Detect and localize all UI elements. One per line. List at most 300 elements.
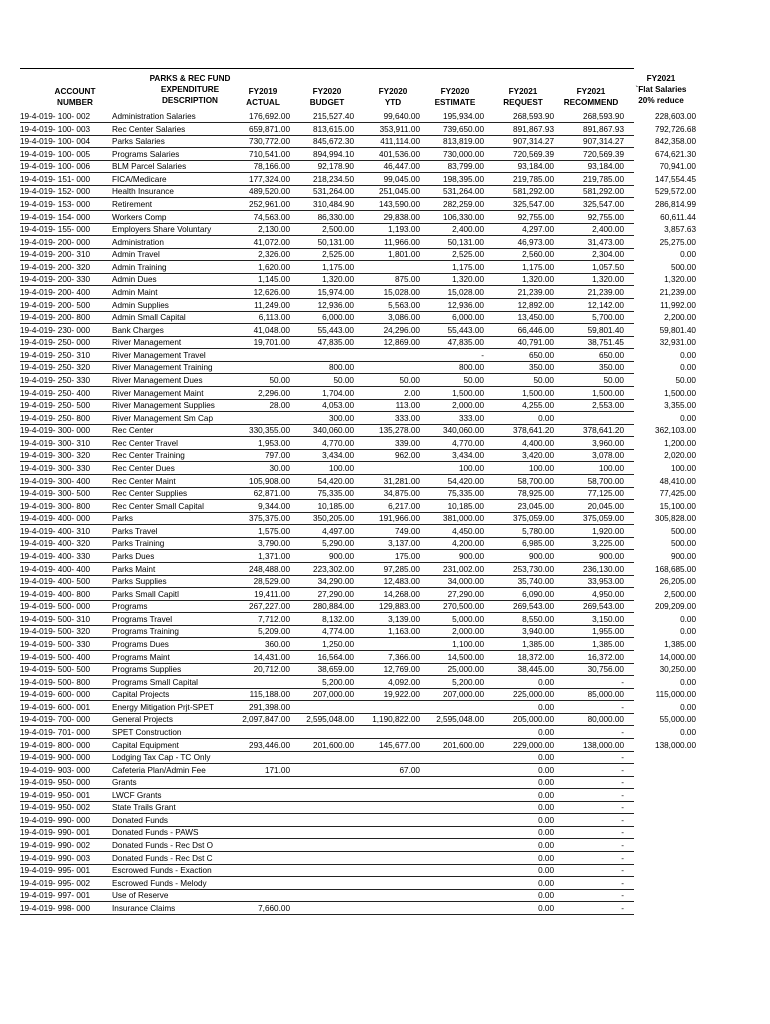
cell-fy2021-request: 0.00 xyxy=(538,828,554,838)
cell-fy2020-budget: 15,974.00 xyxy=(317,287,354,297)
cell-fy2020-ytd: 11,966.00 xyxy=(384,237,420,247)
cell-fy2021-request: 0.00 xyxy=(538,878,554,888)
cell-account-number: 19-4-019- 950- 001 xyxy=(20,790,91,800)
cell-description: Donated Funds - Rec Dst O xyxy=(112,841,214,851)
cell-account-number: 19-4-019- 200- 330 xyxy=(20,275,91,285)
cell-fy2019-actual: 360.00 xyxy=(264,639,290,649)
cell-fy2020-estimate: 381,000.00 xyxy=(443,514,484,524)
cell-fy2019-actual: 28,529.00 xyxy=(253,577,290,587)
cell-fy2021-flat-salaries: 2,200.00 xyxy=(664,313,696,323)
cell-fy2020-budget: 310,484.90 xyxy=(313,199,354,209)
cell-fy2020-ytd: 175.00 xyxy=(394,551,420,561)
cell-fy2021-recommend: 80,000.00 xyxy=(587,715,624,725)
cell-fy2020-budget: 5,200.00 xyxy=(322,677,354,687)
cell-fy2021-flat-salaries: 60,611.44 xyxy=(660,212,696,222)
cell-fy2020-ytd: 14,268.00 xyxy=(383,589,420,599)
cell-account-number: 19-4-019- 200- 320 xyxy=(20,262,91,272)
cell-account-number: 19-4-019- 300- 330 xyxy=(20,463,91,473)
cell-fy2020-budget: 215,527.40 xyxy=(313,112,354,121)
cell-fy2021-flat-salaries: 228,603.00 xyxy=(655,112,696,121)
cell-fy2020-estimate: 106,330.00 xyxy=(443,212,484,222)
cell-fy2021-recommend: 219,785.00 xyxy=(583,174,624,184)
cell-fy2020-ytd: 46,447.00 xyxy=(383,162,420,172)
cell-fy2021-request: 0.00 xyxy=(538,891,554,901)
cell-account-number: 19-4-019- 400- 320 xyxy=(20,539,91,549)
header-fy2021-recommend xyxy=(558,86,624,108)
cell-account-number: 19-4-019- 250- 500 xyxy=(20,401,91,411)
cell-fy2021-recommend: 2,304.00 xyxy=(592,250,624,260)
cell-fy2021-recommend: 2,553.00 xyxy=(592,401,624,411)
cell-fy2021-recommend: 269,543.00 xyxy=(583,602,624,612)
cell-account-number: 19-4-019- 995- 001 xyxy=(20,866,91,876)
cell-account-number: 19-4-019- 990- 001 xyxy=(20,828,91,838)
cell-description: Workers Comp xyxy=(112,212,167,222)
cell-account-number: 19-4-019- 995- 002 xyxy=(20,878,91,888)
cell-fy2020-estimate: 5,200.00 xyxy=(452,677,484,687)
cell-fy2021-recommend: 12,142.00 xyxy=(587,300,624,310)
cell-description: River Management Travel xyxy=(112,350,206,360)
cell-fy2021-flat-salaries: 26,205.00 xyxy=(659,577,696,587)
cell-description: Rec Center Small Capital xyxy=(112,501,204,511)
cell-fy2021-recommend: 907,314.27 xyxy=(583,137,624,147)
cell-fy2020-estimate: 1,320.00 xyxy=(452,275,484,285)
cell-account-number: 19-4-019- 250- 330 xyxy=(20,375,91,385)
cell-description: Rec Center Training xyxy=(112,451,185,461)
cell-fy2020-estimate: 14,500.00 xyxy=(447,652,484,662)
cell-description: Admin Supplies xyxy=(112,300,169,310)
cell-description: Cafeteria Plan/Admin Fee xyxy=(112,765,206,775)
cell-fy2020-budget: 4,497.00 xyxy=(322,526,354,536)
cell-fy2021-request: 0.00 xyxy=(538,753,554,763)
cell-fy2019-actual: 330,355.00 xyxy=(249,426,290,436)
cell-account-number: 19-4-019- 250- 320 xyxy=(20,363,91,373)
header-fund-name: PARKS & REC FUND xyxy=(149,74,231,83)
cell-account-number: 19-4-019- 230- 000 xyxy=(20,325,91,335)
cell-fy2021-flat-salaries: 500.00 xyxy=(670,526,696,536)
cell-fy2020-estimate: 6,000.00 xyxy=(452,313,484,323)
cell-fy2020-budget: 800.00 xyxy=(328,363,354,373)
header-fy2019-actual xyxy=(232,86,294,108)
cell-fy2021-recommend: - xyxy=(621,828,624,838)
row-rule xyxy=(20,914,634,915)
cell-fy2021-flat-salaries: 0.00 xyxy=(680,350,696,360)
cell-fy2021-recommend: 3,078.00 xyxy=(592,451,624,461)
cell-fy2020-estimate: 25,000.00 xyxy=(447,665,484,675)
cell-fy2020-budget: 2,595,048.00 xyxy=(306,715,354,725)
cell-fy2020-budget: 813,615.00 xyxy=(313,124,354,134)
cell-fy2020-estimate: 50.00 xyxy=(463,375,484,385)
cell-fy2021-flat-salaries: 2,500.00 xyxy=(664,589,696,599)
cell-fy2021-recommend: 3,225.00 xyxy=(592,539,624,549)
cell-description: Programs Supplies xyxy=(112,665,182,675)
cell-fy2019-actual: 659,871.00 xyxy=(249,124,290,134)
cell-account-number: 19-4-019- 500- 800 xyxy=(20,677,91,687)
cell-description: Insurance Claims xyxy=(112,903,176,913)
cell-fy2021-recommend: 3,150.00 xyxy=(592,614,624,624)
cell-fy2020-ytd: 12,869.00 xyxy=(383,338,420,348)
cell-fy2019-actual: 293,446.00 xyxy=(249,740,290,750)
cell-fy2021-recommend: 1,500.00 xyxy=(592,388,624,398)
cell-description: General Projects xyxy=(112,715,173,725)
cell-fy2020-budget: 34,290.00 xyxy=(317,577,354,587)
cell-fy2020-ytd: 29,838.00 xyxy=(383,212,420,222)
cell-description: State Trails Grant xyxy=(112,803,176,813)
cell-fy2021-recommend: 268,593.90 xyxy=(583,112,624,121)
cell-fy2020-budget: 86,330.00 xyxy=(317,212,354,222)
cell-fy2021-request: 0.00 xyxy=(538,702,554,712)
cell-fy2020-ytd: 50.00 xyxy=(399,375,420,385)
cell-fy2020-ytd: 353,911.00 xyxy=(379,124,420,134)
cell-fy2019-actual: 11,249.00 xyxy=(254,300,290,310)
cell-description: Administration xyxy=(112,237,164,247)
cell-description: River Management Supplies xyxy=(112,401,215,411)
cell-fy2021-request: 35,740.00 xyxy=(517,577,554,587)
cell-fy2021-recommend: 1,920.00 xyxy=(592,526,624,536)
cell-fy2021-recommend: - xyxy=(621,866,624,876)
cell-description: Use of Reserve xyxy=(112,891,169,901)
cell-fy2021-flat-salaries: 3,857.63 xyxy=(664,225,696,235)
cell-account-number: 19-4-019- 500- 320 xyxy=(20,627,91,637)
cell-account-number: 19-4-019- 997- 001 xyxy=(20,891,91,901)
cell-fy2020-ytd: 145,677.00 xyxy=(379,740,420,750)
cell-fy2021-request: 50.00 xyxy=(533,375,554,385)
cell-fy2020-ytd: 251,045.00 xyxy=(379,187,420,197)
cell-account-number: 19-4-019- 152- 000 xyxy=(20,187,91,197)
cell-description: Rec Center Maint xyxy=(112,476,176,486)
cell-description: Programs Travel xyxy=(112,614,173,624)
cell-fy2020-budget: 5,290.00 xyxy=(322,539,354,549)
cell-fy2021-recommend: - xyxy=(621,677,624,687)
cell-fy2020-budget: 218,234.50 xyxy=(313,174,354,184)
cell-fy2021-request: 38,445.00 xyxy=(517,665,554,675)
cell-fy2021-request: 0.00 xyxy=(538,866,554,876)
cell-fy2020-estimate: 83,799.00 xyxy=(447,162,484,172)
header-fy2021q-line-2: REQUEST xyxy=(503,98,543,107)
cell-fy2021-recommend: - xyxy=(621,803,624,813)
cell-fy2019-actual: 267,227.00 xyxy=(249,602,290,612)
cell-fy2021-recommend: 325,547.00 xyxy=(583,199,624,209)
cell-fy2021-flat-salaries: 900.00 xyxy=(670,551,696,561)
cell-description: Capital Projects xyxy=(112,690,170,700)
cell-fy2021-request: 21,239.00 xyxy=(517,287,554,297)
cell-description: Rec Center Supplies xyxy=(112,489,188,499)
cell-account-number: 19-4-019- 250- 800 xyxy=(20,413,91,423)
cell-fy2020-ytd: 1,190,822.00 xyxy=(372,715,420,725)
cell-fy2019-actual: 6,113.00 xyxy=(258,313,290,323)
cell-fy2020-estimate: 198,395.00 xyxy=(443,174,484,184)
cell-fy2021-recommend: 650.00 xyxy=(598,350,624,360)
cell-account-number: 19-4-019- 200- 000 xyxy=(20,237,91,247)
cell-fy2019-actual: 1,953.00 xyxy=(258,438,290,448)
cell-fy2021-flat-salaries: 0.00 xyxy=(680,614,696,624)
cell-fy2020-budget: 75,335.00 xyxy=(317,489,354,499)
cell-fy2021-request: 3,940.00 xyxy=(522,627,554,637)
cell-fy2021-recommend: 21,239.00 xyxy=(587,287,624,297)
cell-fy2021-flat-salaries: 792,726.68 xyxy=(655,124,696,134)
cell-fy2020-budget: 6,000.00 xyxy=(322,313,354,323)
cell-description: Parks Supplies xyxy=(112,577,167,587)
cell-account-number: 19-4-019- 400- 800 xyxy=(20,589,91,599)
cell-description: Parks Travel xyxy=(112,526,158,536)
cell-fy2020-ytd: 12,769.00 xyxy=(383,665,420,675)
cell-account-number: 19-4-019- 998- 000 xyxy=(20,903,91,913)
cell-fy2021-recommend: 720,569.39 xyxy=(583,149,624,159)
cell-fy2019-actual: 252,961.00 xyxy=(249,199,290,209)
cell-fy2019-actual: 3,790.00 xyxy=(258,539,290,549)
cell-fy2019-actual: 1,575.00 xyxy=(258,526,290,536)
cell-fy2020-budget: 1,704.00 xyxy=(322,388,354,398)
cell-fy2020-ytd: 962.00 xyxy=(394,451,420,461)
cell-fy2020-ytd: 67.00 xyxy=(399,765,420,775)
header-account-line-1: ACCOUNT xyxy=(54,87,96,96)
cell-fy2020-budget: 8,132.00 xyxy=(322,614,354,624)
cell-fy2020-budget: 4,774.00 xyxy=(322,627,354,637)
cell-fy2020-budget: 280,884.00 xyxy=(313,602,354,612)
cell-fy2020-ytd: 19,922.00 xyxy=(383,690,420,700)
cell-fy2021-request: 219,785.00 xyxy=(513,174,554,184)
cell-fy2020-estimate: 2,525.00 xyxy=(452,250,484,260)
cell-fy2021-request: 0.00 xyxy=(538,677,554,687)
cell-fy2019-actual: 489,520.00 xyxy=(249,187,290,197)
cell-fy2021-recommend: - xyxy=(621,702,624,712)
cell-fy2019-actual: 2,326.00 xyxy=(258,250,290,260)
cell-description: Admin Travel xyxy=(112,250,160,260)
cell-account-number: 19-4-019- 950- 002 xyxy=(20,803,91,813)
cell-description: Admin Maint xyxy=(112,287,158,297)
cell-fy2020-ytd: 191,966.00 xyxy=(379,514,420,524)
cell-account-number: 19-4-019- 400- 310 xyxy=(20,526,91,536)
cell-fy2020-budget: 900.00 xyxy=(328,551,354,561)
cell-fy2020-budget: 12,936.00 xyxy=(317,300,354,310)
cell-fy2020-ytd: 3,137.00 xyxy=(388,539,420,549)
cell-fy2019-actual: 19,701.00 xyxy=(253,338,290,348)
cell-account-number: 19-4-019- 600- 001 xyxy=(20,702,91,712)
cell-fy2020-ytd: 99,640.00 xyxy=(383,112,420,121)
cell-fy2020-estimate: 2,000.00 xyxy=(452,627,484,637)
cell-fy2021-recommend: 20,045.00 xyxy=(587,501,624,511)
cell-fy2021-request: 18,372.00 xyxy=(517,652,554,662)
cell-account-number: 19-4-019- 300- 400 xyxy=(20,476,91,486)
cell-fy2019-actual: 176,692.00 xyxy=(249,112,290,121)
cell-fy2021-request: 2,560.00 xyxy=(522,250,554,260)
cell-description: Escrowed Funds - Exaction xyxy=(112,866,212,876)
cell-fy2019-actual: 7,660.00 xyxy=(258,903,290,913)
cell-fy2019-actual: 41,048.00 xyxy=(253,325,290,335)
cell-fy2021-recommend: 378,641.20 xyxy=(583,426,624,436)
cell-fy2021-request: 0.00 xyxy=(538,790,554,800)
cell-fy2021-recommend: 1,057.50 xyxy=(592,262,624,272)
cell-description: Admin Small Capital xyxy=(112,313,186,323)
cell-fy2020-estimate: 12,936.00 xyxy=(447,300,484,310)
cell-fy2020-ytd: 135,278.00 xyxy=(379,426,420,436)
cell-fy2021-request: 0.00 xyxy=(538,413,554,423)
cell-fy2021-flat-salaries: 286,814.99 xyxy=(655,199,696,209)
cell-fy2021-recommend: 350.00 xyxy=(598,363,624,373)
cell-account-number: 19-4-019- 903- 000 xyxy=(20,765,91,775)
cell-description: Energy Mitigation Prjt-SPET xyxy=(112,702,214,712)
cell-fy2020-budget: 223,302.00 xyxy=(313,564,354,574)
cell-fy2021-flat-salaries: 48,410.00 xyxy=(659,476,696,486)
cell-fy2021-flat-salaries: 25,275.00 xyxy=(659,237,696,247)
cell-fy2021-request: 58,700.00 xyxy=(517,476,554,486)
cell-fy2021-flat-salaries: 1,500.00 xyxy=(664,388,696,398)
cell-fy2020-estimate: 2,000.00 xyxy=(452,401,484,411)
cell-fy2021-recommend: 31,473.00 xyxy=(587,237,624,247)
cell-description: Parks Small Capitl xyxy=(112,589,179,599)
cell-fy2021-flat-salaries: 1,385.00 xyxy=(664,639,696,649)
cell-fy2021-request: 93,184.00 xyxy=(517,162,554,172)
cell-fy2021-request: 378,641.20 xyxy=(513,426,554,436)
cell-fy2019-actual: 291,398.00 xyxy=(249,702,290,712)
cell-account-number: 19-4-019- 400- 000 xyxy=(20,514,91,524)
cell-fy2020-ytd: 34,875.00 xyxy=(383,489,420,499)
cell-fy2021-request: 268,593.90 xyxy=(513,112,554,121)
cell-fy2021-recommend: 1,385.00 xyxy=(592,639,624,649)
cell-fy2020-budget: 16,564.00 xyxy=(317,652,354,662)
cell-fy2019-actual: 28.00 xyxy=(269,401,290,411)
cell-fy2020-estimate: 1,100.00 xyxy=(452,639,484,649)
cell-fy2019-actual: 5,209.00 xyxy=(258,627,290,637)
cell-fy2020-ytd: 401,536.00 xyxy=(379,149,420,159)
cell-fy2021-flat-salaries: 0.00 xyxy=(680,363,696,373)
cell-fy2021-request: 4,297.00 xyxy=(522,225,554,235)
cell-fy2020-estimate: - xyxy=(481,350,484,360)
cell-account-number: 19-4-019- 100- 005 xyxy=(20,149,91,159)
cell-fy2019-actual: 41,072.00 xyxy=(253,237,290,247)
header-desc-line-3: DESCRIPTION xyxy=(162,96,218,105)
header-fy2020b-line-2: BUDGET xyxy=(309,98,345,107)
header-fy2020e-line-2: ESTIMATE xyxy=(434,98,476,107)
cell-fy2020-ytd: 113.00 xyxy=(395,401,420,411)
cell-fy2021-request: 229,000.00 xyxy=(513,740,554,750)
cell-account-number: 19-4-019- 100- 006 xyxy=(20,162,91,172)
cell-fy2020-estimate: 55,443.00 xyxy=(447,325,484,335)
cell-fy2020-estimate: 4,450.00 xyxy=(452,526,484,536)
cell-fy2021-recommend: - xyxy=(621,891,624,901)
cell-account-number: 19-4-019- 200- 800 xyxy=(20,313,91,323)
cell-fy2020-budget: 55,443.00 xyxy=(317,325,354,335)
header-fy2021f-line-2: `Flat Salaries xyxy=(635,85,687,94)
cell-fy2021-flat-salaries: 500.00 xyxy=(670,262,696,272)
cell-fy2021-flat-salaries: 0.00 xyxy=(680,727,696,737)
cell-fy2021-request: 46,973.00 xyxy=(517,237,554,247)
cell-fy2019-actual: 62,871.00 xyxy=(253,489,290,499)
cell-account-number: 19-4-019- 950- 000 xyxy=(20,778,91,788)
cell-fy2020-ytd: 1,193.00 xyxy=(388,225,420,235)
cell-fy2020-budget: 1,175.00 xyxy=(322,262,354,272)
cell-description: River Management Dues xyxy=(112,375,203,385)
cell-account-number: 19-4-019- 400- 330 xyxy=(20,551,91,561)
cell-fy2021-recommend: 77,125.00 xyxy=(587,489,624,499)
cell-account-number: 19-4-019- 250- 400 xyxy=(20,388,91,398)
cell-fy2021-request: 0.00 xyxy=(538,778,554,788)
cell-fy2021-request: 4,255.00 xyxy=(522,401,554,411)
cell-fy2019-actual: 248,488.00 xyxy=(249,564,290,574)
cell-fy2021-recommend: 50.00 xyxy=(603,375,624,385)
cell-fy2020-ytd: 339.00 xyxy=(394,438,420,448)
cell-fy2020-ytd: 875.00 xyxy=(394,275,420,285)
cell-account-number: 19-4-019- 400- 500 xyxy=(20,577,91,587)
cell-fy2021-flat-salaries: 55,000.00 xyxy=(659,715,696,725)
cell-fy2020-ytd: 15,028.00 xyxy=(383,287,420,297)
cell-fy2021-flat-salaries: 0.00 xyxy=(680,677,696,687)
cell-fy2020-ytd: 5,563.00 xyxy=(388,300,420,310)
cell-fy2020-ytd: 97,285.00 xyxy=(383,564,420,574)
header-fy2021r-line-2: RECOMMEND xyxy=(563,98,619,107)
cell-fy2021-request: 8,550.00 xyxy=(522,614,554,624)
cell-fy2020-estimate: 27,290.00 xyxy=(447,589,484,599)
cell-fy2020-estimate: 4,200.00 xyxy=(452,539,484,549)
cell-description: Rec Center Salaries xyxy=(112,124,186,134)
cell-account-number: 19-4-019- 500- 330 xyxy=(20,639,91,649)
cell-fy2019-actual: 375,375.00 xyxy=(249,514,290,524)
cell-description: Parks Dues xyxy=(112,551,155,561)
cell-description: Programs Maint xyxy=(112,652,170,662)
cell-fy2021-flat-salaries: 529,572.00 xyxy=(655,187,696,197)
cell-fy2021-flat-salaries: 21,239.00 xyxy=(659,287,696,297)
cell-fy2020-budget: 50,131.00 xyxy=(317,237,354,247)
cell-fy2020-estimate: 531,264.00 xyxy=(443,187,484,197)
cell-fy2019-actual: 177,324.00 xyxy=(249,174,290,184)
cell-fy2020-ytd: 12,483.00 xyxy=(383,577,420,587)
cell-fy2019-actual: 30.00 xyxy=(269,463,290,473)
cell-fy2019-actual: 7,712.00 xyxy=(258,614,290,624)
cell-account-number: 19-4-019- 300- 310 xyxy=(20,438,91,448)
cell-account-number: 19-4-019- 300- 800 xyxy=(20,501,91,511)
cell-fy2020-ytd: 6,217.00 xyxy=(388,501,420,511)
cell-account-number: 19-4-019- 701- 000 xyxy=(20,727,91,737)
cell-fy2021-request: 1,500.00 xyxy=(522,388,554,398)
cell-fy2021-recommend: - xyxy=(621,903,624,913)
cell-account-number: 19-4-019- 500- 310 xyxy=(20,614,91,624)
cell-fy2021-request: 5,780.00 xyxy=(522,526,554,536)
cell-fy2021-recommend: 1,955.00 xyxy=(592,627,624,637)
cell-fy2020-ytd: 333.00 xyxy=(394,413,420,423)
cell-fy2021-request: 225,000.00 xyxy=(513,690,554,700)
cell-fy2021-request: 4,400.00 xyxy=(522,438,554,448)
cell-fy2020-estimate: 1,175.00 xyxy=(452,262,484,272)
cell-fy2021-request: 1,175.00 xyxy=(522,262,554,272)
cell-fy2020-ytd: 7,366.00 xyxy=(388,652,420,662)
cell-fy2021-recommend: 38,751.45 xyxy=(587,338,624,348)
cell-fy2021-request: 205,000.00 xyxy=(513,715,554,725)
cell-description: FICA/Medicare xyxy=(112,174,167,184)
cell-fy2021-recommend: - xyxy=(621,778,624,788)
cell-fy2021-recommend: 30,756.00 xyxy=(587,665,624,675)
header-fy2020y-line-1: FY2020 xyxy=(378,87,408,96)
cell-fy2020-budget: 340,060.00 xyxy=(313,426,354,436)
cell-account-number: 19-4-019- 153- 000 xyxy=(20,199,91,209)
cell-description: River Management xyxy=(112,338,182,348)
cell-fy2020-ytd: 31,281.00 xyxy=(383,476,420,486)
cell-fy2021-flat-salaries: 0.00 xyxy=(680,702,696,712)
header-fy2021f-line-3: 20% reduce xyxy=(638,96,684,105)
cell-fy2021-flat-salaries: 70,941.00 xyxy=(659,162,696,172)
cell-fy2020-estimate: 100.00 xyxy=(458,463,484,473)
cell-fy2021-recommend: - xyxy=(621,841,624,851)
cell-fy2021-request: 92,755.00 xyxy=(517,212,554,222)
cell-fy2021-request: 0.00 xyxy=(538,803,554,813)
cell-fy2021-request: 891,867.93 xyxy=(513,124,554,134)
cell-fy2021-request: 78,925.00 xyxy=(517,489,554,499)
cell-fy2020-budget: 300.00 xyxy=(328,413,354,423)
header-fy2020-budget xyxy=(296,86,358,108)
cell-fy2021-recommend: - xyxy=(621,878,624,888)
cell-fy2020-estimate: 813,819.00 xyxy=(443,137,484,147)
cell-fy2021-flat-salaries: 305,828.00 xyxy=(655,514,696,524)
cell-fy2021-request: 6,090.00 xyxy=(522,589,554,599)
cell-fy2020-estimate: 3,434.00 xyxy=(452,451,484,461)
